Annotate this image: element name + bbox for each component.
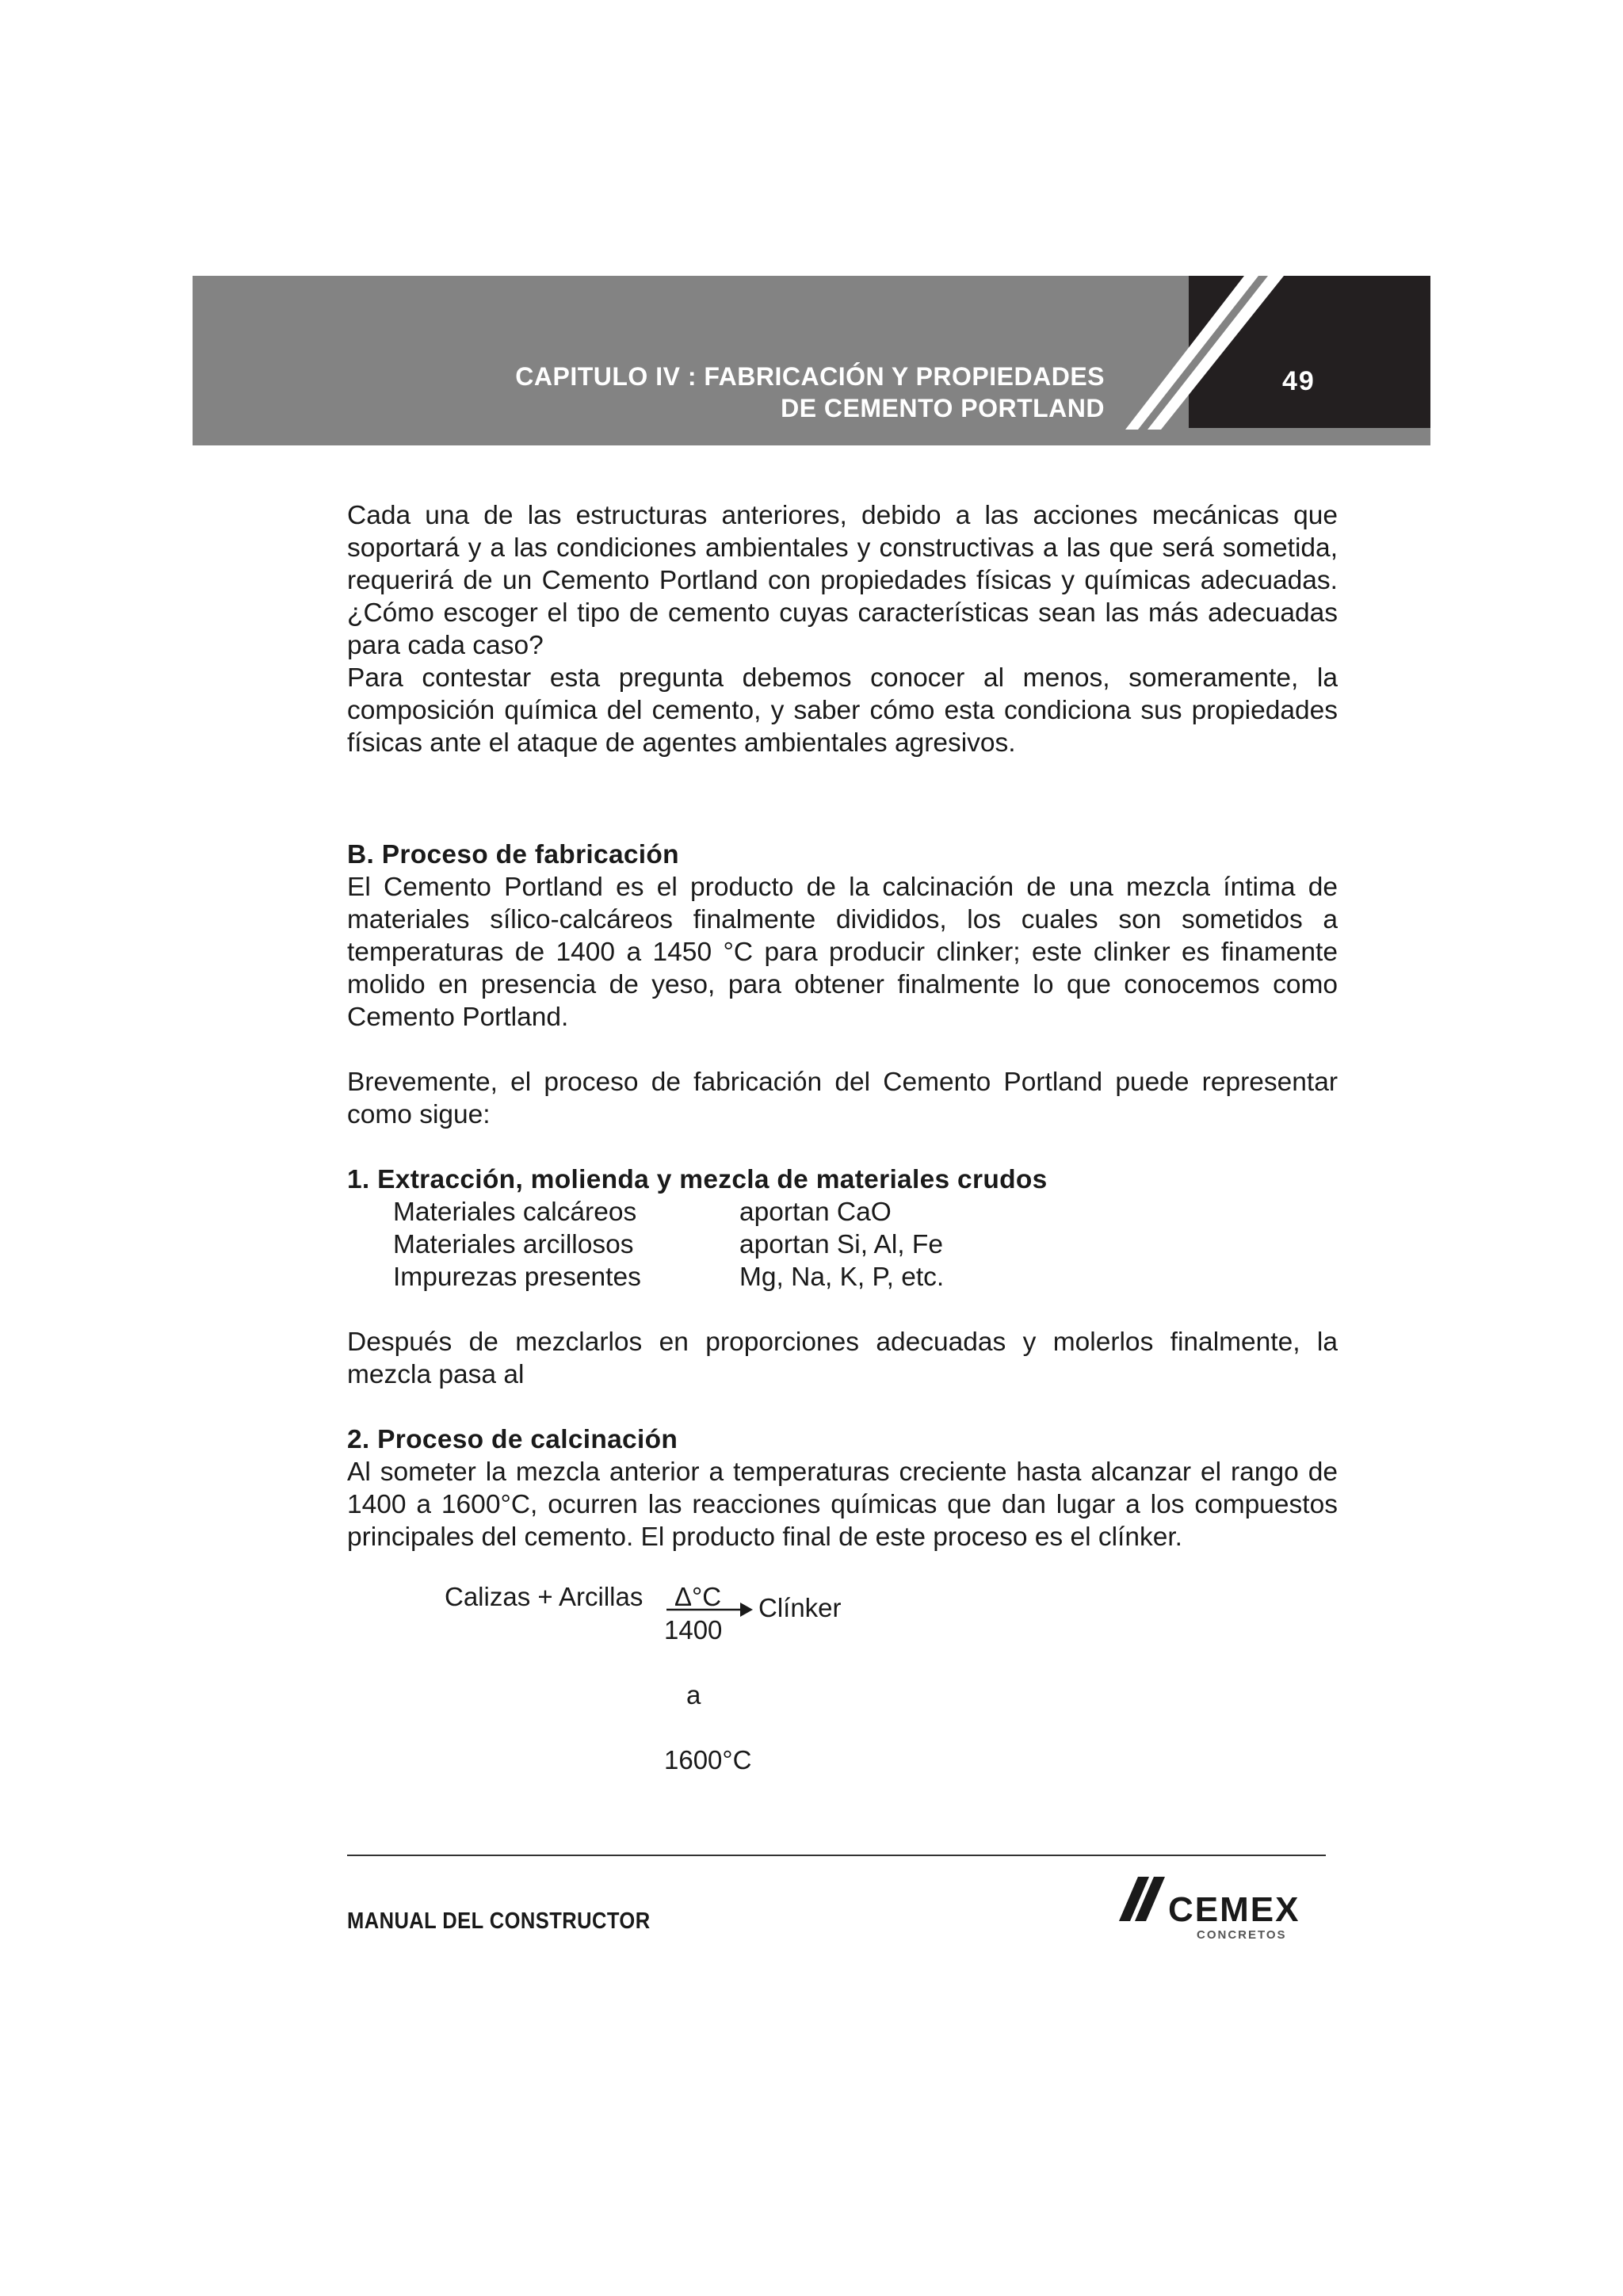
reaction-temp-high: 1600°C — [664, 1745, 752, 1775]
material-name: Materiales calcáreos — [393, 1198, 637, 1227]
reaction-product: Clínker — [758, 1593, 842, 1622]
materials-row — [393, 1228, 1338, 1261]
chapter-title — [515, 361, 1105, 424]
logo-wordmark: CEMEX — [1168, 1890, 1300, 1929]
footer-divider — [347, 1855, 1326, 1856]
material-contribution: Mg, Na, K, P, etc. — [739, 1263, 945, 1292]
step-2-title: 2. Proceso de calcinación — [347, 1425, 678, 1454]
section-b-title: B. Proceso de fabricación — [347, 840, 679, 869]
step-1-title: 1. Extracción, molienda y mezcla de materiales crudos — [347, 1165, 1048, 1194]
material-name: Impurezas presentes — [393, 1263, 641, 1292]
intro-paragraph-2: Para contestar esta pregunta debemos conocer al menos, someramente, la composición química del cemento, y saber cómo esta condiciona sus propiedades físicas ante el ataque de agentes ambientales agresivos. — [347, 663, 1338, 758]
reaction-reactants: Calizas + Arcillas — [445, 1582, 643, 1611]
materials-list — [393, 1196, 1338, 1293]
reaction-temp-low: 1400 — [664, 1615, 723, 1645]
logo-subtext: CONCRETOS — [1197, 1928, 1287, 1942]
step-1-after-paragraph: Después de mezclarlos en proporciones adecuadas y molerlos finalmente, la mezcla pasa al — [347, 1328, 1338, 1389]
chapter-title-line-2: DE CEMENTO PORTLAND — [781, 394, 1105, 422]
process-intro: Brevemente, el proceso de fabricación del Cemento Portland puede representar como sigue: — [347, 1068, 1338, 1129]
section-b-paragraph: El Cemento Portland es el producto de la calcinación de una mezcla íntima de materiales sílico-calcáreos finalmente divididos, los cuales son sometidos a temperaturas de 1400 a 1450 °C para producir clinker; este clinker es finamente molido en presencia de yeso, para obtener finalmente lo que conocemos como Cemento Portland. — [347, 873, 1338, 1032]
material-contribution: aportan Si, Al, Fe — [739, 1230, 943, 1259]
materials-row — [393, 1196, 1338, 1228]
reaction-connector: a — [686, 1680, 701, 1710]
intro-paragraph-1: Cada una de las estructuras anteriores, debido a las acciones mecánicas que soportará y a las condiciones ambientales y constructivas a las que será sometida, requerirá de un Cemento Portland con propiedades físicas y químicas adecuadas. ¿Cómo escoger el tipo de cemento cuyas características sean las más adecuadas para cada caso? — [347, 501, 1338, 660]
reaction-condition: Δ°C — [674, 1582, 722, 1611]
material-name: Materiales arcillosos — [393, 1230, 634, 1259]
material-contribution: aportan CaO — [739, 1198, 892, 1227]
step-2-paragraph: Al someter la mezcla anterior a temperaturas creciente hasta alcanzar el rango de 1400 a 1600°C, ocurren las reacciones químicas que dan lugar a los compuestos principales del cemento. El producto final de este proceso es el clínker. — [347, 1457, 1338, 1552]
cemex-logo — [1103, 1872, 1309, 1943]
reaction-arrowhead-icon — [740, 1603, 753, 1617]
page-number: 49 — [1282, 366, 1316, 396]
header-stripes-decoration — [1125, 276, 1284, 445]
materials-row — [393, 1261, 1338, 1293]
chapter-title-line-1: CAPITULO IV : FABRICACIÓN Y PROPIEDADES — [515, 362, 1105, 391]
page-content — [347, 499, 1338, 1553]
manual-title: MANUAL DEL CONSTRUCTOR — [347, 1908, 651, 1934]
